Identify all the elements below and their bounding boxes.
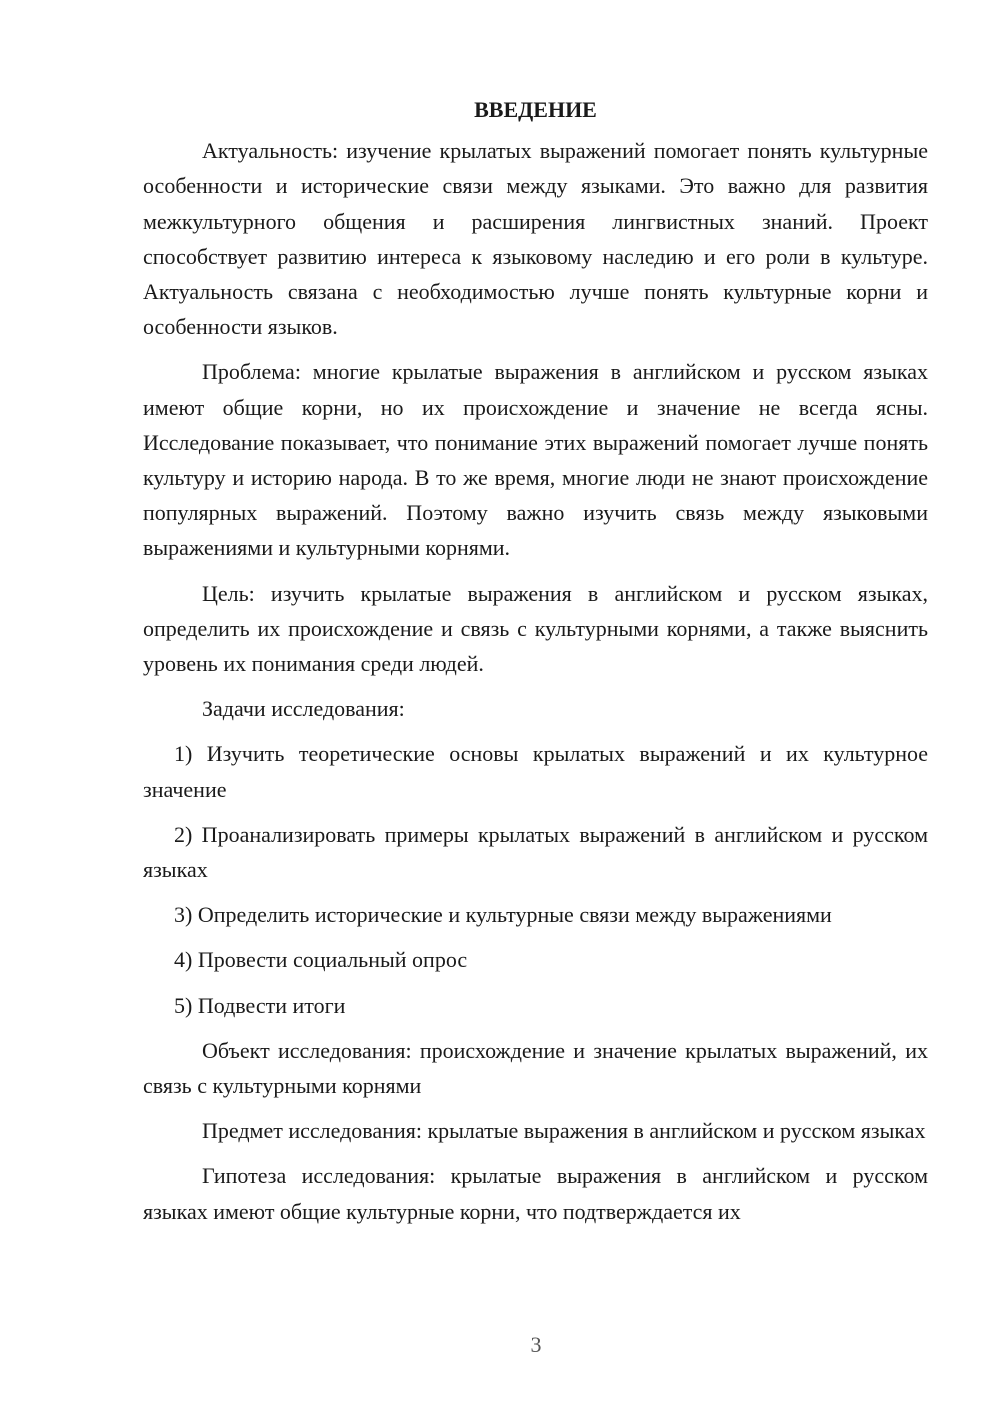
task-item-5: 5) Подвести итоги [174,992,346,1018]
goal-paragraph: Цель: изучить крылатые выражения в английском и русском языках, определить их происхождение и связь с культурными корнями, а также выяснить уровень их понимания среди людей. [143,580,928,677]
hypothesis-paragraph: Гипотеза исследования: крылатые выражения в английском и русском языках имеют общие культурные корни, что подтверждается их [143,1163,928,1224]
task-item-3: 3) Определить исторические и культурные связи между выражениями [174,902,832,928]
subject-paragraph: Предмет исследования: крылатые выражения в английском и русском языках [202,1118,926,1144]
problem-paragraph: Проблема: многие крылатые выражения в английском и русском языках имеют общие корни, но их происхождение и значение не всегда ясны. Исследование показывает, что понимание этих выражений помогает лучше понять культуру и историю народа. В то же время, многие люди не знают происхождение популярных выражений. Поэтому важно изучить связь между языковыми выражениями и культурными корнями. [143,359,928,561]
relevance-paragraph: Актуальность: изучение крылатых выражений помогает понять культурные особенности и исторические связи между языками. Это важно для развития межкультурного общения и расширения лингвистных знаний. Проект способствует развитию интереса к языковому наследию и его роли в культуре. Актуальность связана с необходимостью лучше понять культурные корни и особенности языков. [143,138,928,340]
task-item-4: 4) Провести социальный опрос [174,947,468,973]
task-item-2: 2) Проанализировать примеры крылатых выражений в английском и русском языках [143,821,928,883]
task-item-1: 1) Изучить теоретические основы крылатых выражений и их культурное значение [143,741,928,802]
tasks-heading: Задачи исследования: [202,696,405,722]
page-number: 3 [530,1332,542,1357]
object-paragraph: Объект исследования: происхождение и значение крылатых выражений, их связь с культурными корнями [143,1037,928,1099]
section-title: ВВЕДЕНИЕ [474,97,597,122]
document-page [143,92,928,1239]
